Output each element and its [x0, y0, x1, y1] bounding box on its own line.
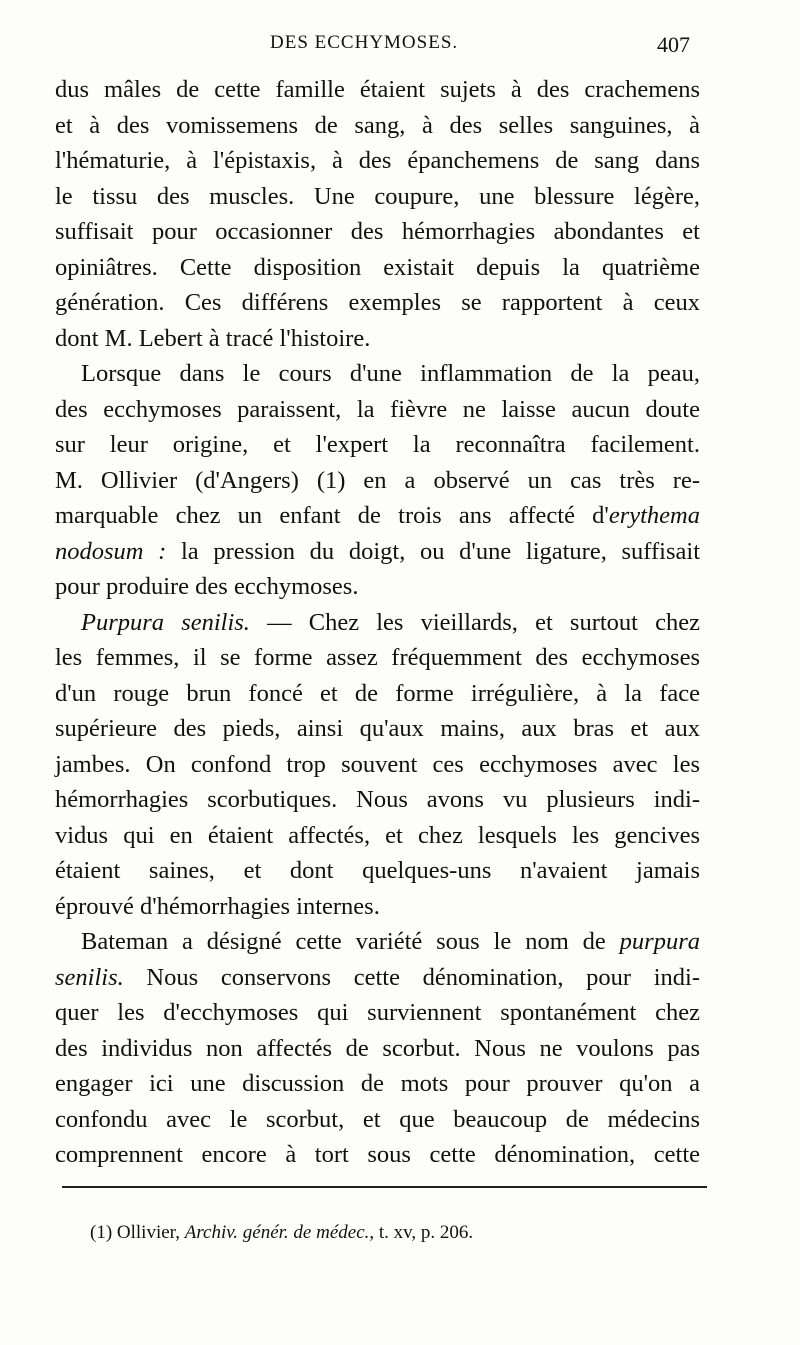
footnote-segment: , t. xv, p. 206. — [369, 1222, 474, 1243]
paragraph-start-line: Lorsque dans le cours d'une inflammation de la peau, — [81, 360, 700, 387]
paragraph-start-line — [55, 924, 700, 960]
italic-heading: Purpura senilis. — [81, 608, 250, 636]
text-line: le tissu des muscles. Une coupure, une blessure légère, — [55, 182, 700, 210]
line-segment: Nous conservons cette dénomination, pour indi- — [123, 963, 700, 991]
footnote — [90, 1222, 690, 1244]
text-line: et à des vomissemens de sang, à des selles sanguines, à — [55, 111, 700, 139]
text-line: suffisait pour occasionner des hémorrhagies abondantes et — [55, 218, 700, 245]
text-line: des ecchymoses paraissent, la fièvre ne laisse aucun doute — [55, 395, 700, 423]
text-line: éprouvé d'hémorrhagies internes. — [55, 892, 380, 920]
text-line: d'un rouge brun foncé et de forme irrégulière, à la face — [55, 679, 700, 707]
italic-term: nodosum : — [55, 537, 167, 565]
text-line: supérieure des pieds, ainsi qu'aux mains, aux bras et aux — [55, 715, 700, 742]
line-segment: marquable chez un enfant de trois ans affecté d' — [55, 502, 609, 529]
line-segment: Bateman a désigné cette variété sous le nom de — [81, 928, 620, 955]
text-line: confondu avec le scorbut, et que beaucoup de médecins — [55, 1105, 700, 1133]
text-line: sur leur origine, et l'expert la reconnaîtra facilement. — [55, 431, 700, 458]
text-line: opiniâtres. Cette disposition existait depuis la quatrième — [55, 253, 700, 281]
text-line: dus mâles de cette famille étaient sujets à des crachemens — [55, 76, 700, 103]
text-line: vidus qui en étaient affectés, et chez lesquels les gencives — [55, 821, 700, 849]
text-line: comprennent encore à tort sous cette dénomination, cette — [55, 1141, 700, 1168]
text-line — [55, 498, 700, 534]
text-line: génération. Ces différens exemples se rapportent à ceux — [55, 289, 700, 316]
text-line: dont M. Lebert à tracé l'histoire. — [55, 324, 371, 352]
footnote-divider — [62, 1186, 707, 1188]
text-line: l'hématurie, à l'épistaxis, à des épanchemens de sang dans — [55, 147, 700, 174]
text-line: étaient saines, et dont quelques-uns n'avaient jamais — [55, 857, 700, 884]
text-line: quer les d'ecchymoses qui surviennent spontanément chez — [55, 999, 700, 1026]
text-line — [55, 960, 700, 996]
page-number: 407 — [657, 32, 690, 57]
footnote-segment: (1) Ollivier, — [90, 1222, 185, 1243]
body-text — [55, 72, 700, 1173]
text-line: pour produire des ecchymoses. — [55, 573, 359, 600]
text-line: les femmes, il se forme assez fréquemment des ecchymoses — [55, 644, 700, 671]
running-title: DES ECCHYMOSES. — [270, 32, 459, 53]
text-line: hémorrhagies scorbutiques. Nous avons vu plusieurs indi- — [55, 786, 700, 813]
text-line: M. Ollivier (d'Angers) (1) en a observé un cas très re- — [55, 466, 700, 494]
italic-term: purpura — [619, 928, 700, 955]
text-line: engager ici une discussion de mots pour prouver qu'on a — [55, 1070, 700, 1097]
line-segment: la pression du doigt, ou d'une ligature, suffisait — [166, 537, 700, 565]
italic-term: erythema — [608, 502, 700, 529]
footnote-italic-title: Archiv. génér. de médec. — [184, 1222, 370, 1243]
page-header — [55, 32, 690, 68]
italic-term: senilis. — [55, 963, 124, 991]
line-segment: — Chez les vieillards, et surtout chez — [249, 608, 700, 636]
paragraph-start-line — [55, 605, 700, 641]
text-line: des individus non affectés de scorbut. Nous ne voulons pas — [55, 1034, 700, 1062]
text-line — [55, 534, 700, 570]
text-line: jambes. On confond trop souvent ces ecchymoses avec les — [55, 750, 700, 778]
